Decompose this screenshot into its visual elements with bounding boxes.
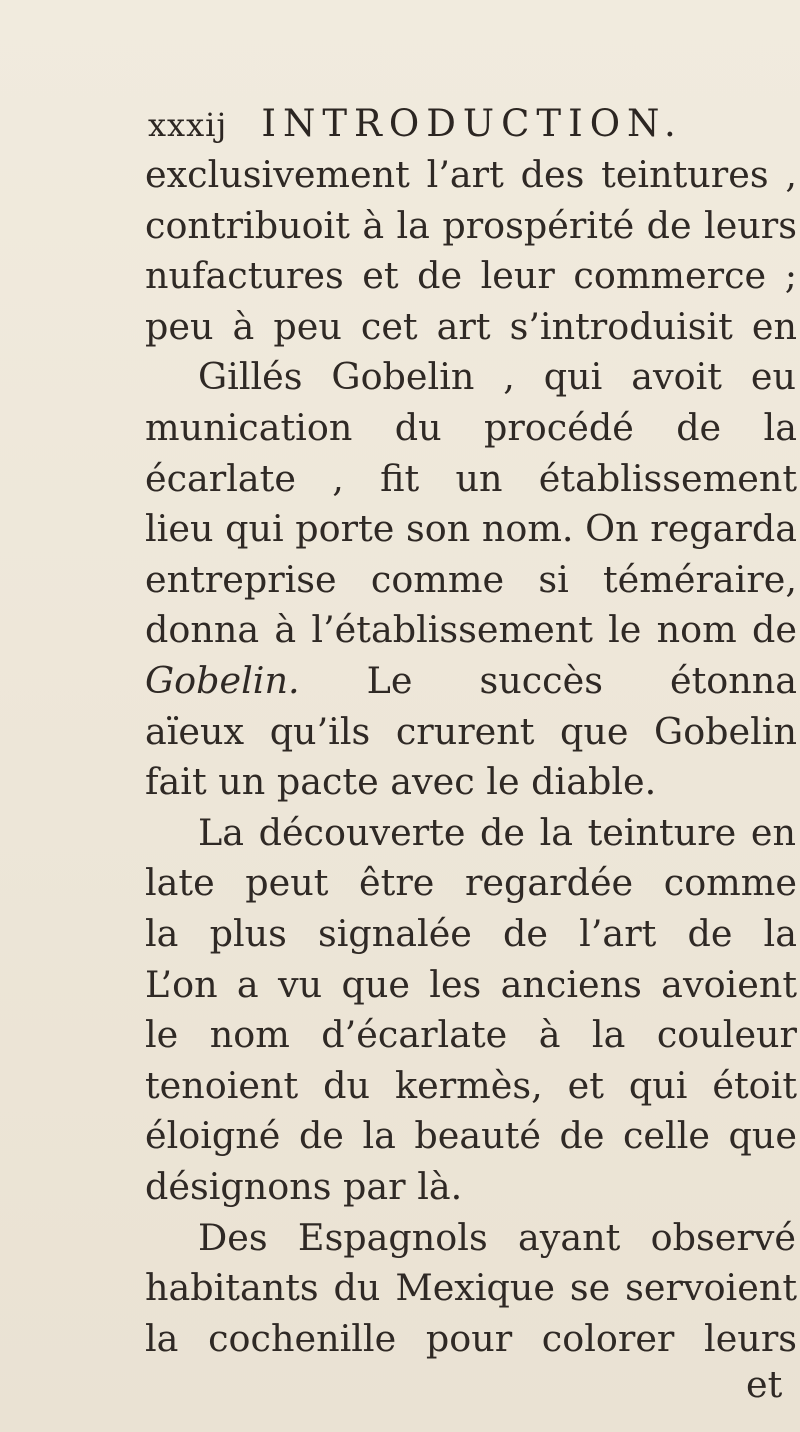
- text-line: peu à peu cet art s’introduisit en: [145, 304, 797, 348]
- running-title: INTRODUCTION.: [261, 102, 683, 145]
- text-line: Gillés Gobelin , qui avoit eu: [198, 355, 796, 399]
- text-line: le nom d’écarlate à la couleur: [145, 1013, 797, 1057]
- text-line: aïeux qu’ils crurent que Gobelin: [145, 709, 797, 753]
- text-line: munication du procédé de la: [145, 406, 797, 449]
- page-header: [148, 98, 788, 150]
- catchword: et: [746, 1363, 783, 1407]
- text-line: Des Espagnols ayant observé: [198, 1215, 796, 1259]
- text-line: la plus signalée de l’art de la: [145, 912, 797, 955]
- text-line: entreprise comme si téméraire,: [145, 557, 797, 601]
- text-line: L’on a vu que les anciens avoient: [145, 962, 797, 1006]
- text-line: fait un pacte avec le diable.: [145, 760, 657, 804]
- page-number: xxxij: [148, 106, 228, 144]
- text-line: tenoient du kermès, et qui étoit: [145, 1063, 797, 1107]
- text-line: éloigné de la beauté de celle que: [145, 1114, 797, 1158]
- text-line: contribuoit à la prospérité de leurs: [145, 203, 797, 247]
- text-line: exclusivement l’art des teintures ,: [145, 153, 797, 196]
- text-line: la cochenille pour colorer leurs: [145, 1316, 797, 1360]
- text-line: donna à l’établissement le nom de: [145, 608, 797, 652]
- text-line: habitants du Mexique se servoient: [145, 1266, 797, 1310]
- text-line: Gobelin. Le succès étonna: [145, 659, 797, 702]
- text-line: La découverte de la teinture en: [198, 810, 796, 854]
- text-line: écarlate , fit un établissement: [145, 456, 797, 500]
- text-line: nufactures et de leur commerce ;: [145, 254, 797, 298]
- text-line: late peut être regardée comme: [145, 861, 797, 905]
- text-line: désignons par là.: [145, 1165, 463, 1208]
- text-line: lieu qui porte son nom. On regarda: [145, 507, 797, 551]
